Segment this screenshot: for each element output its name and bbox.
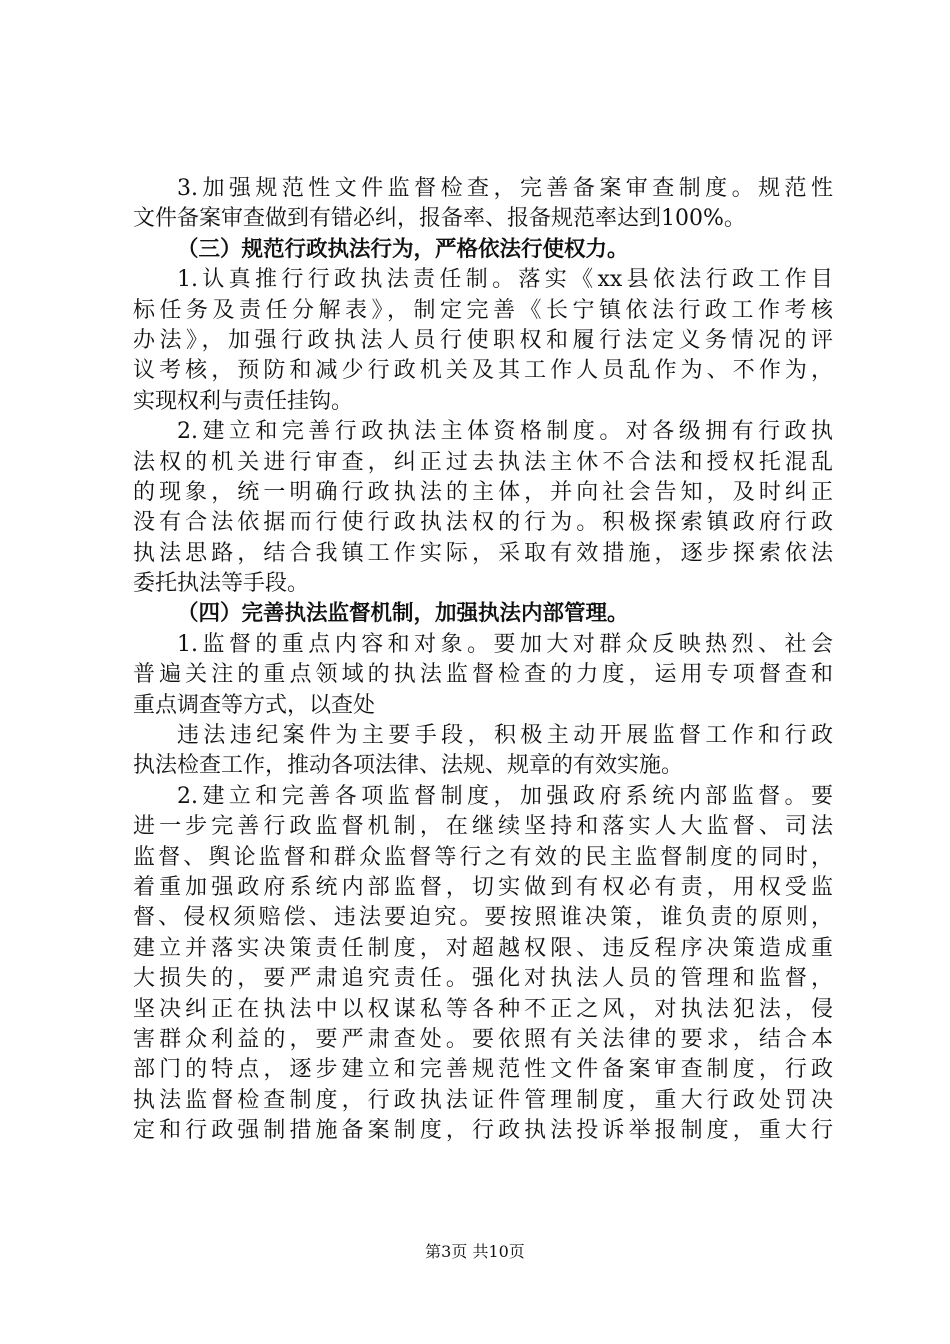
paragraph-line: 着重加强政府系统内部监督，切实做到有权必有责，用权受监	[133, 874, 833, 900]
paragraph-line: 1.监督的重点内容和对象。要加大对群众反映热烈、社会	[177, 631, 833, 657]
paragraph-line: 坚决纠正在执法中以权谋私等各种不正之风，对执法犯法，侵	[133, 996, 833, 1022]
section-heading: （三）规范行政执法行为，严格依法行使权力。	[177, 236, 629, 262]
paragraph-line: 普遍关注的重点领域的执法监督检查的力度，运用专项督查和	[133, 662, 833, 688]
paragraph-line: 进一步完善行政监督机制，在继续坚持和落实人大监督、司法	[133, 814, 833, 840]
paragraph-line: 委托执法等手段。	[133, 571, 310, 597]
paragraph-line: 建立并落实决策责任制度，对超越权限、违反程序决策造成重	[133, 935, 833, 961]
paragraph-line: 3.加强规范性文件监督检查，完善备案审查制度。规范性	[177, 176, 833, 201]
paragraph-line: 执法检查工作，推动各项法律、法规、规章的有效实施。	[133, 753, 684, 779]
paragraph-line: 文件备案审查做到有错必纠，报备率、报备规范率达到100%。	[133, 206, 746, 232]
paragraph-line: 没有合法依据而行使行政执法权的行为。积极探索镇政府行政	[133, 510, 833, 536]
paragraph-line: 违法违纪案件为主要手段，积极主动开展监督工作和行政	[177, 723, 833, 749]
paragraph-line: 的现象，统一明确行政执法的主体，并向社会告知，及时纠正	[133, 479, 833, 505]
paragraph-line: 督、侵权须赔偿、违法要迫究。要按照谁决策，谁负责的原则，	[133, 905, 833, 931]
paragraph-line: 2.建立和完善行政执法主体资格制度。对各级拥有行政执	[177, 419, 833, 445]
paragraph-line: 2.建立和完善各项监督制度，加强政府系统内部监督。要	[177, 783, 833, 809]
paragraph-line: 重点调查等方式，以查处	[133, 692, 376, 718]
paragraph-line: 实现权利与责任挂钩。	[133, 388, 354, 414]
page-number-footer: 第3页 共10页	[425, 1242, 525, 1261]
paragraph-line: 执法思路，结合我镇工作实际，采取有效措施，逐步探索依法	[133, 540, 833, 566]
paragraph-line: 监督、舆论监督和群众监督等行之有效的民主监督制度的同时，	[133, 844, 833, 870]
paragraph-line: 办法》，加强行政执法人员行使职权和履行法定义务情况的评	[133, 327, 833, 353]
paragraph-line: 大损失的，要严肃追究责任。强化对执法人员的管理和监督，	[133, 966, 833, 992]
paragraph-line: 害群众利益的，要严肃查处。要依照有关法律的要求，结合本	[133, 1026, 833, 1052]
paragraph-line: 1.认真推行行政执法责任制。落实《xx县依法行政工作目	[177, 267, 833, 293]
paragraph-line: 议考核，预防和减少行政机关及其工作人员乱作为、不作为，	[133, 358, 833, 384]
paragraph-line: 法权的机关进行审查，纠正过去执法主休不合法和授权托混乱	[133, 449, 833, 475]
paragraph-line: 标任务及责任分解表》，制定完善《长宁镇依法行政工作考核	[133, 297, 833, 323]
section-heading: （四）完善执法监督机制，加强执法内部管理。	[177, 601, 629, 627]
body-text	[133, 174, 833, 1147]
paragraph-line: 定和行政强制措施备案制度，行政执法投诉举报制度，重大行	[133, 1118, 833, 1144]
paragraph-line: 执法监督检查制度，行政执法证件管理制度，重大行政处罚决	[133, 1087, 833, 1113]
paragraph-line: 部门的特点，逐步建立和完善规范性文件备案审查制度，行政	[133, 1057, 833, 1083]
